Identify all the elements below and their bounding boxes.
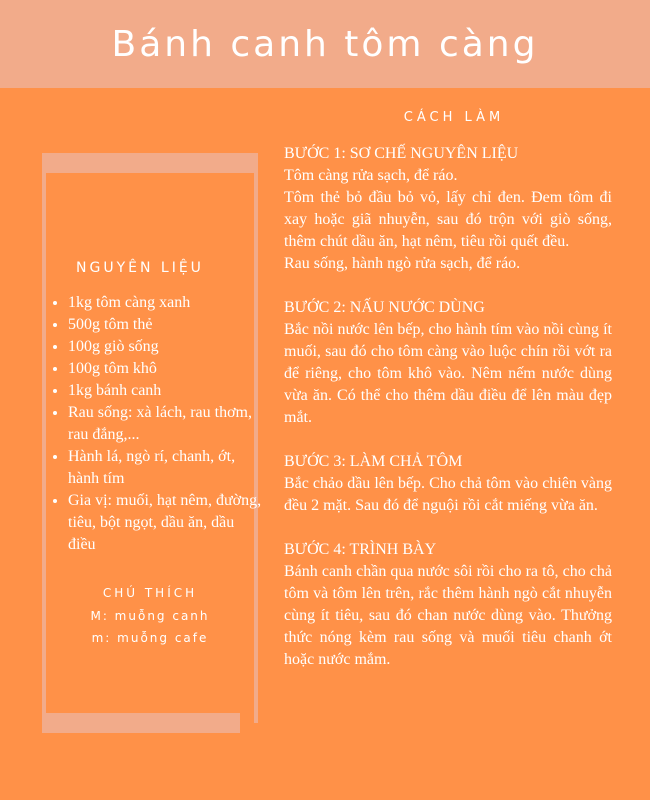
ingredient-item: • Gia vị: muối, hạt nêm, đường, tiêu, bột ngọt, dầu ăn, dầu điều: [68, 490, 263, 556]
ingredient-item: • 100g tôm khô: [68, 358, 263, 380]
sidebar-frame-left: [42, 153, 46, 733]
step-title: BƯỚC 2: NẤU NƯỚC DÙNG: [284, 299, 485, 316]
step-4: [284, 539, 612, 671]
step-paragraph: Tôm thẻ bỏ đầu bỏ vỏ, lấy chỉ đen. Đem tôm đi xay hoặc giã nhuyễn, sau đó trộn với giò sống, thêm chút dầu ăn, hạt nêm, tiêu rồi quết đều.: [284, 189, 612, 250]
notes-heading: CHÚ THÍCH: [102, 586, 198, 600]
ingredient-item: • Hành lá, ngò rí, chanh, ớt, hành tím: [68, 446, 263, 490]
step-body: [284, 473, 612, 517]
title-banner: [0, 0, 650, 88]
page-title: Bánh canh tôm càng: [111, 23, 539, 65]
note-line: M: muỗng canh: [90, 609, 210, 623]
ingredient-item: • 100g giò sống: [68, 336, 263, 358]
step-body: [284, 165, 612, 275]
step-body: [284, 319, 612, 429]
method-steps: [284, 143, 612, 693]
step-title: BƯỚC 4: TRÌNH BÀY: [284, 541, 437, 558]
step-paragraph: Rau sống, hành ngò rửa sạch, để ráo.: [284, 255, 521, 272]
step-paragraph: Tôm càng rửa sạch, để ráo.: [284, 167, 458, 184]
sidebar-frame-top: [42, 153, 258, 173]
step-paragraph: Bắc nồi nước lên bếp, cho hành tím vào nồi cùng ít muối, sau đó cho tôm càng vào luộc chín rồi vớt ra để riêng, cho tôm khô vào. Nêm nếm nước dùng vừa ăn. Có thể cho thêm dầu điều để lên màu đẹp mắt.: [284, 321, 612, 426]
step-1: [284, 143, 612, 275]
step-paragraph: Bắc chảo dầu lên bếp. Cho chả tôm vào chiên vàng đều 2 mặt. Sau đó để nguội rồi cắt miếng vừa ăn.: [284, 475, 612, 514]
step-title: BƯỚC 3: LÀM CHẢ TÔM: [284, 453, 463, 470]
method-heading: CÁCH LÀM: [403, 110, 505, 125]
step-2: [284, 297, 612, 429]
note-line: m: muỗng cafe: [91, 631, 209, 645]
ingredients-heading: NGUYÊN LIỆU: [76, 260, 204, 276]
step-paragraph: Bánh canh chần qua nước sôi rồi cho ra tô, cho chả tôm và tôm lên trên, rắc thêm hành ngò cắt nhuyễn cùng ít tiêu, sau đó chan nước dùng vào. Thưởng thức nóng kèm rau sống và muối tiêu chanh ớt hoặc nước mắm.: [284, 563, 612, 668]
ingredient-item: • Rau sống: xà lách, rau thơm, rau đắng,...: [68, 402, 263, 446]
ingredients-list: [50, 292, 263, 556]
ingredient-item: • 1kg tôm càng xanh: [68, 292, 263, 314]
ingredient-item: • 1kg bánh canh: [68, 380, 263, 402]
step-title: BƯỚC 1: SƠ CHẾ NGUYÊN LIỆU: [284, 145, 519, 162]
ingredient-item: • 500g tôm thẻ: [68, 314, 263, 336]
step-body: [284, 561, 612, 671]
sidebar-frame-bottom: [42, 713, 240, 733]
step-3: [284, 451, 612, 517]
